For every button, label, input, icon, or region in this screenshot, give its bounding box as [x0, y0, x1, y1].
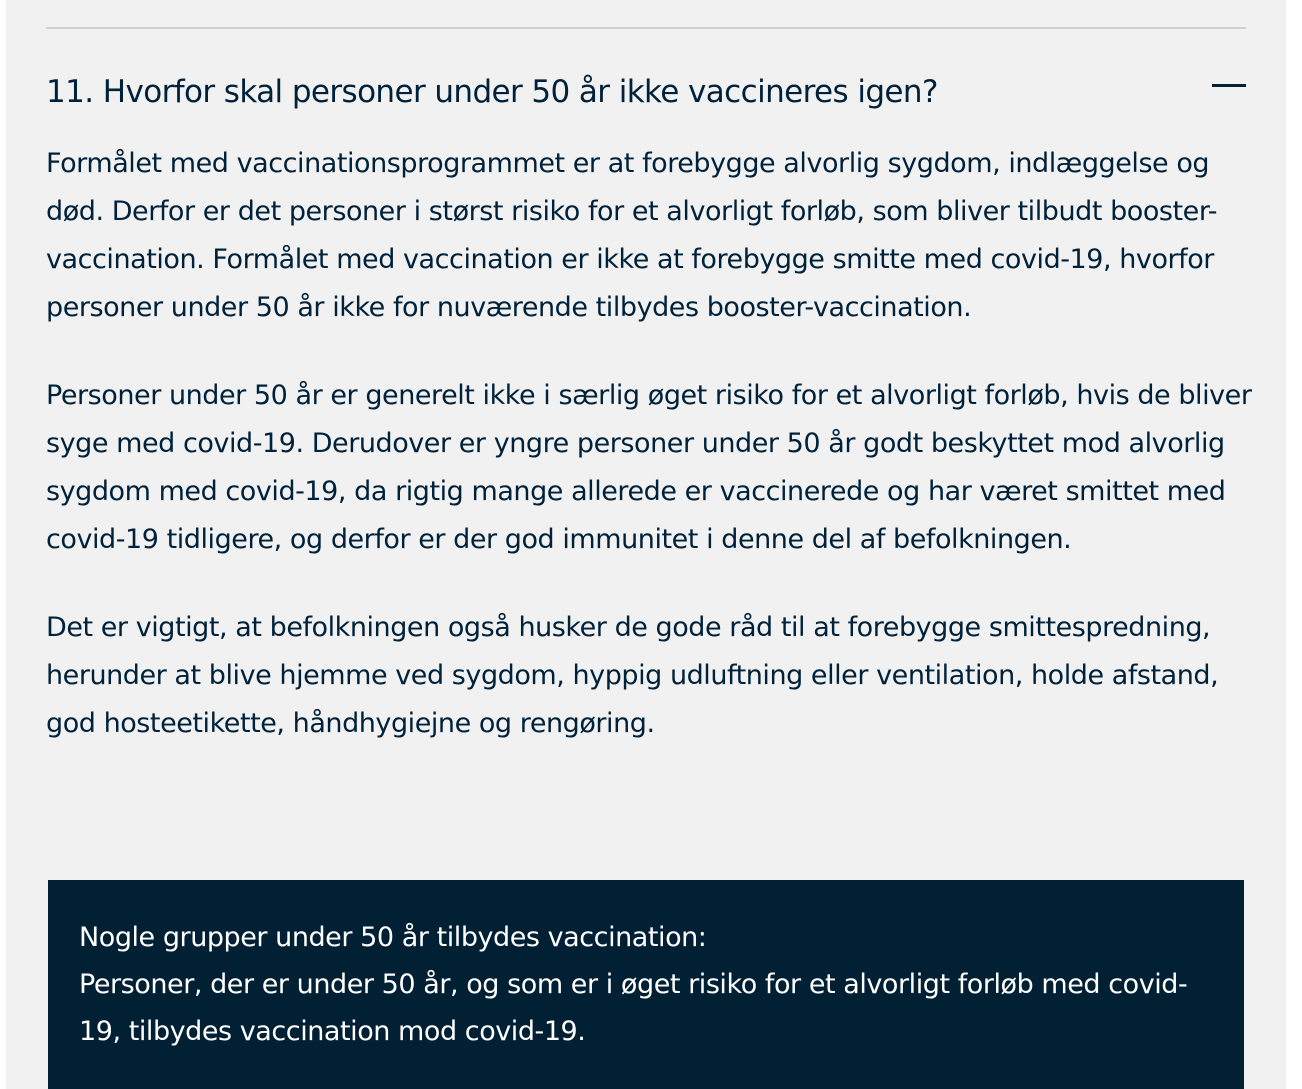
faq-item-header[interactable] [46, 66, 1246, 122]
faq-question-title[interactable]: 11. Hvorfor skal personer under 50 år ikke vaccineres igen? [46, 74, 938, 110]
answer-paragraph: Personer under 50 år er generelt ikke i særlig øget risiko for et alvorligt forløb, hvis de bliver syge med covid-19. Derudover er yngre personer under 50 år godt beskyttet mod alvorlig sygdom med covid-19, da rigtig mange allerede er vaccinerede og har været smittet med covid-19 tidligere, og derfor er der god immunitet i denne del af befolkningen. [46, 380, 1252, 555]
faq-panel [6, 0, 1286, 1089]
info-box-title: Nogle grupper under 50 år tilbydes vaccination: [79, 922, 707, 953]
section-divider [46, 27, 1246, 29]
minus-icon [1212, 84, 1246, 87]
answer-paragraph: Formålet med vaccinationsprogrammet er at forebygge alvorlig sygdom, indlæggelse og død. Derfor er det personer i størst risiko for et alvorligt forløb, som bliver tilbudt booster-vaccination. Formålet med vaccination er ikke at forebygge smitte med covid-19, hvorfor personer under 50 år ikke for nuværende tilbydes booster-vaccination. [46, 148, 1218, 323]
info-box-text: Personer, der er under 50 år, og som er i øget risiko for et alvorligt forløb med covid-19, tilbydes vaccination mod covid-19. [79, 969, 1188, 1047]
answer-paragraph: Det er vigtigt, at befolkningen også husker de gode råd til at forebygge smittespredning, herunder at blive hjemme ved sygdom, hyppig udluftning eller ventilation, holde afstand, god hosteetikette, håndhygiejne og rengøring. [46, 612, 1219, 739]
faq-answer [46, 140, 1256, 788]
collapse-toggle-button[interactable] [1206, 68, 1246, 108]
info-box [48, 880, 1244, 1089]
